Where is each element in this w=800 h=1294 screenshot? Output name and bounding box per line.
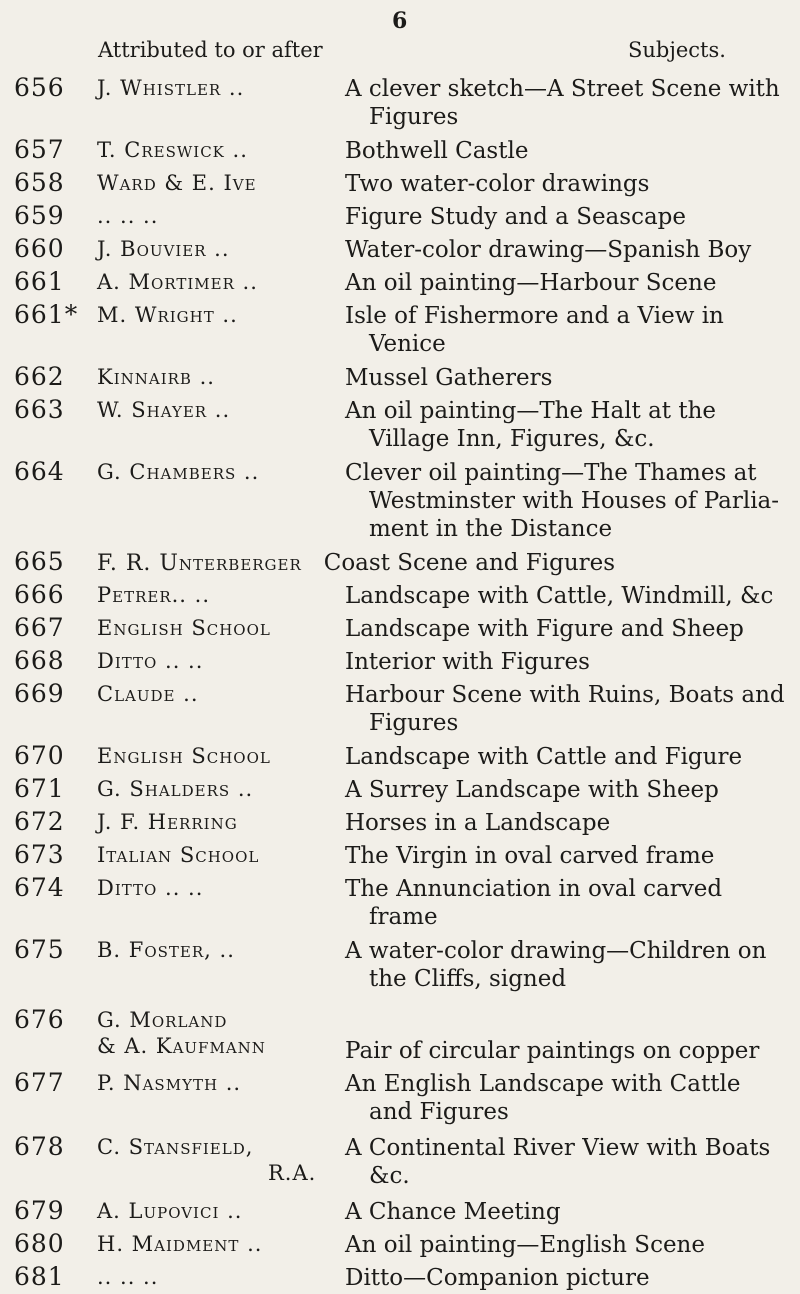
subject-line: A clever sketch—A Street Scene with [345, 76, 780, 102]
lot-number: 666 [14, 580, 65, 609]
list-item [0, 773, 800, 806]
list-item [0, 612, 800, 645]
subject [97, 546, 800, 578]
subject: Interior with Figures [345, 649, 590, 675]
subject-line: Coast Scene and Figures [323, 550, 616, 576]
lot-number: 678 [14, 1132, 65, 1161]
list-item [0, 806, 800, 839]
subject [345, 72, 790, 131]
lot-number: 659 [14, 201, 65, 230]
list-item [0, 645, 800, 678]
subject-line: An English Landscape with Cattle [345, 1071, 741, 1097]
lot-number: 661* [14, 300, 79, 329]
artist: Ditto .. .. [97, 876, 204, 900]
lot-number: 681 [14, 1262, 65, 1291]
list-item [0, 72, 800, 134]
artist: G. Shalders .. [97, 777, 254, 801]
subject: Landscape with Cattle and Figure [345, 744, 743, 770]
lot-number: 674 [14, 873, 65, 902]
subject-line: A Continental River View with Boats [345, 1135, 771, 1161]
lot-number: 663 [14, 395, 65, 424]
subject-line: Isle of Fishermore and a View in [345, 303, 724, 329]
subject-line: Figures [369, 710, 459, 736]
artist: H. Maidment .. [97, 1232, 263, 1256]
subject: Pair of circular paintings on copper [345, 1038, 760, 1064]
lot-number: 675 [14, 935, 65, 964]
lot-number: 660 [14, 234, 65, 263]
subject: Water-color drawing—Spanish Boy [345, 237, 752, 263]
subject-line: Village Inn, Figures, &c. [369, 426, 655, 452]
lot-number: 661 [14, 267, 65, 296]
list-item [0, 167, 800, 200]
subject: An oil painting—Harbour Scene [345, 270, 717, 296]
subject: Figure Study and a Seascape [345, 204, 687, 230]
lot-number: 669 [14, 679, 65, 708]
list-item [0, 456, 800, 546]
artist: Ward & E. Ive [97, 171, 257, 195]
artist: F. R. Unterberger [97, 551, 302, 576]
artist: .. .. .. [97, 204, 159, 228]
list-item [0, 1131, 800, 1195]
list-item [0, 134, 800, 167]
lot-number: 671 [14, 774, 65, 803]
lot-number: 657 [14, 135, 65, 164]
artist: G. Chambers .. [97, 460, 260, 484]
subject-line: Figures [369, 104, 459, 130]
artist: A. Mortimer .. [97, 270, 258, 294]
list-item [0, 200, 800, 233]
artist: G. Morland [97, 1008, 228, 1032]
list-item [0, 839, 800, 872]
list-item [0, 1261, 800, 1294]
list-item [0, 546, 800, 579]
lot-number: 664 [14, 457, 65, 486]
subject-line: Harbour Scene with Ruins, Boats and [345, 682, 785, 708]
artist: M. Wright .. [97, 303, 238, 327]
artist: J. Whistler .. [97, 76, 245, 100]
lot-number: 665 [14, 547, 65, 576]
artist: J. Bouvier .. [97, 237, 230, 261]
list-item [0, 1195, 800, 1228]
artist: P. Nasmyth .. [97, 1071, 242, 1095]
artist: Italian School [97, 843, 260, 867]
artist: Kinnairb .. [97, 365, 215, 389]
subject: Ditto—Companion picture [345, 1265, 650, 1291]
list-item [0, 361, 800, 394]
artist: Claude .. [97, 682, 199, 706]
list-item [0, 1228, 800, 1261]
subject-line: ment in the Distance [369, 516, 613, 542]
subject: A Chance Meeting [345, 1199, 561, 1225]
artist: A. Lupovici .. [97, 1199, 243, 1223]
list-item [0, 1004, 800, 1067]
subject: Horses in a Landscape [345, 810, 611, 836]
artist: J. F. Herring [97, 810, 238, 834]
artist: English School [97, 616, 271, 640]
list-item [0, 233, 800, 266]
subject-line: An oil painting—The Halt at the [345, 398, 717, 424]
subject [345, 394, 790, 453]
artist: English School [97, 744, 271, 768]
lot-number: 670 [14, 741, 65, 770]
subject: Landscape with Figure and Sheep [345, 616, 744, 642]
list-item [0, 579, 800, 612]
catalogue-list [0, 72, 800, 1294]
subject: The Virgin in oval carved frame [345, 843, 715, 869]
list-item [0, 394, 800, 456]
subject-line: the Cliffs, signed [369, 966, 567, 992]
subject-line: frame [369, 904, 438, 930]
subject [345, 678, 790, 737]
subject-line: Venice [369, 331, 446, 357]
list-item [0, 740, 800, 773]
lot-number: 667 [14, 613, 65, 642]
subject [345, 934, 790, 993]
lot-number: 676 [14, 1005, 65, 1034]
subject: Landscape with Cattle, Windmill, &c [345, 583, 774, 609]
artist: Ditto .. .. [97, 649, 204, 673]
subject [345, 1067, 790, 1126]
subject-line: The Annunciation in oval carved [345, 876, 723, 902]
subject: Two water-color drawings [345, 171, 650, 197]
page-number: 6 [392, 8, 408, 34]
list-item [0, 934, 800, 1004]
subject: A Surrey Landscape with Sheep [345, 777, 719, 803]
subject [345, 456, 790, 543]
subject-line: Westminster with Houses of Parlia- [369, 488, 780, 514]
lot-number: 662 [14, 362, 65, 391]
subject-line: Clever oil painting—The Thames at [345, 460, 757, 486]
subject [345, 872, 790, 931]
lot-number: 672 [14, 807, 65, 836]
artist: W. Shayer .. [97, 398, 231, 422]
column-header-attribution: Attributed to or after [98, 38, 323, 62]
list-item [0, 299, 800, 361]
artist: Petrer.. .. [97, 583, 210, 607]
subject-line: &c. [369, 1163, 410, 1189]
subject: Mussel Gatherers [345, 365, 553, 391]
subject [345, 299, 790, 358]
artist: B. Foster, .. [97, 938, 235, 962]
lot-number: 679 [14, 1196, 65, 1225]
lot-number: 673 [14, 840, 65, 869]
subject-line: A water-color drawing—Children on [345, 938, 767, 964]
column-header-subjects: Subjects. [628, 38, 726, 62]
subject [345, 1131, 790, 1190]
list-item [0, 678, 800, 740]
lot-number: 680 [14, 1229, 65, 1258]
list-item [0, 1067, 800, 1131]
artist-line: & A. Kaufmann [97, 1034, 266, 1058]
subject-line: and Figures [369, 1099, 509, 1125]
list-item [0, 266, 800, 299]
artist: C. Stansfield, [97, 1135, 254, 1159]
lot-number: 668 [14, 646, 65, 675]
artist: .. .. .. [97, 1265, 159, 1289]
lot-number: 677 [14, 1068, 65, 1097]
subject: An oil painting—English Scene [345, 1232, 705, 1258]
list-item [0, 872, 800, 934]
artist-line: R.A. [268, 1161, 317, 1185]
subject: Bothwell Castle [345, 138, 529, 164]
lot-number: 656 [14, 73, 65, 102]
lot-number: 658 [14, 168, 65, 197]
artist: T. Creswick .. [97, 138, 248, 162]
